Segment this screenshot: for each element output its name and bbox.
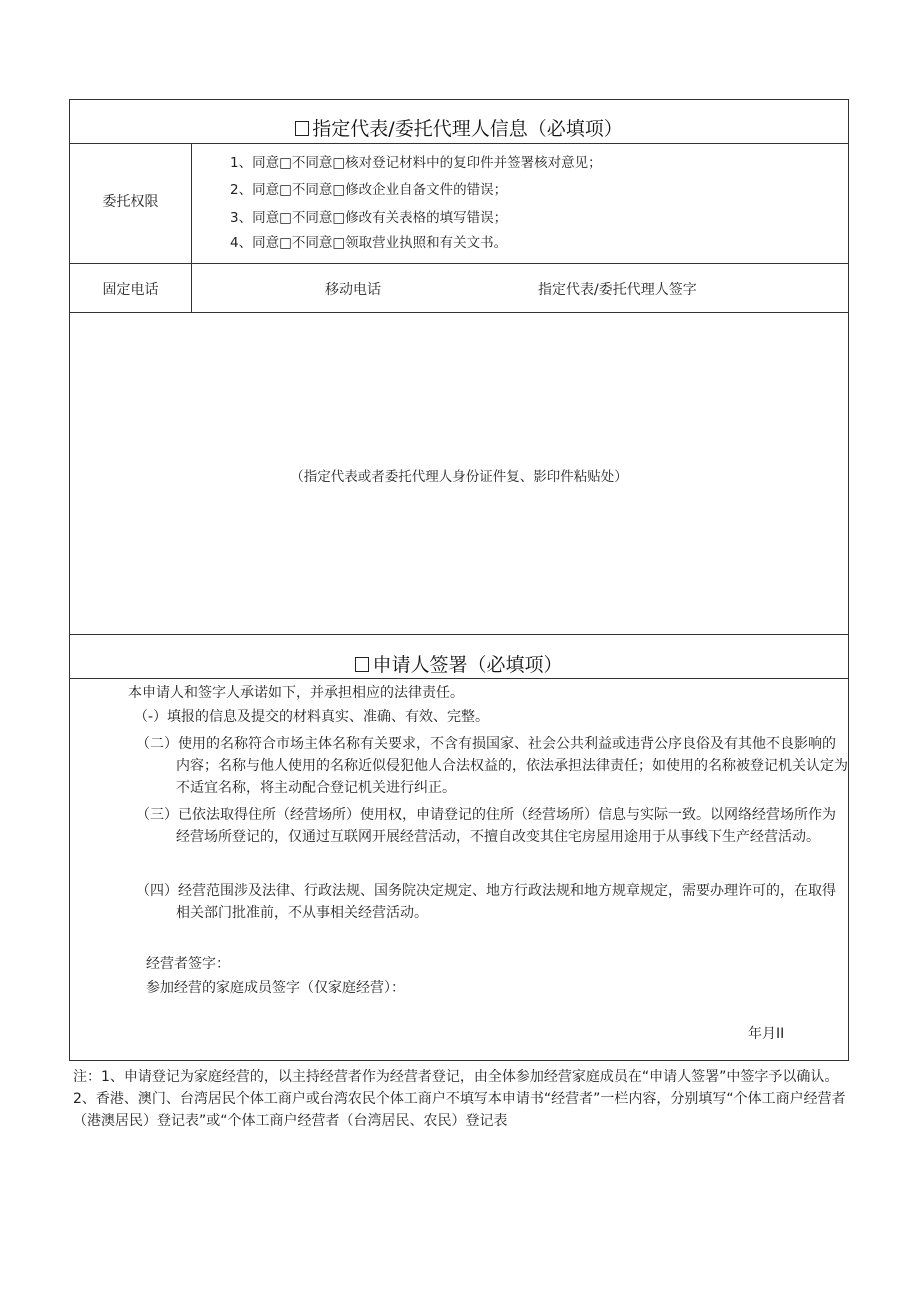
date-field: 年月II <box>748 1026 785 1042</box>
authority-label: 委托权限 <box>102 194 159 210</box>
registration-form <box>69 99 849 1061</box>
family-signature-label: 参加经营的家庭成员签字（仅家庭经营）： <box>146 980 405 996</box>
id-paste-area: （指定代表或者委托代理人身份证件复、影印件粘贴处） <box>290 469 628 485</box>
divider <box>70 634 848 635</box>
pledge-intro: 本申请人和签字人承诺如下，并承担相应的法律责任。 <box>128 685 464 701</box>
landline-label: 固定电话 <box>102 282 159 298</box>
pledge-item-2: （二）使用的名称符合市场主体名称有关要求，不含有损国家、社会公共利益或违背公序良俗及有其他不良影响的内容；名称与他人使用的名称近似侵犯他人合法权益的，依法承担法律责任；如使用的名称被登记机关认定为不适宜名称，将主动配合登记机关进行纠正。 <box>136 736 848 796</box>
divider <box>70 263 848 264</box>
pledge-item-1: （-）填报的信息及提交的材料真实、准确、有效、完整。 <box>134 709 490 725</box>
note-1: 注：1、申请登记为家庭经营的，以主持经营者作为经营者登记，由全体参加经营家庭成员在“申请人签署”中签字予以确认。 <box>73 1069 839 1085</box>
notes <box>73 1066 853 1132</box>
agent-section-title: 指定代表/委托代理人信息（必填项） <box>70 114 848 141</box>
column-divider <box>191 143 192 312</box>
divider <box>70 143 848 144</box>
divider <box>70 678 848 679</box>
signature-label: 指定代表/委托代理人签字 <box>538 282 697 298</box>
permission-item-2: 2、同意□不同意□修改企业自备文件的错误； <box>230 182 508 198</box>
pledge-item-3: （三）已依法取得住所（经营场所）使用权，申请登记的住所（经营场所）信息与实际一致。以网络经营场所作为经营场所登记的，仅通过互联网开展经营活动，不擅自改变其住宅房屋用途用于从事线下生产经营活动。 <box>136 807 836 845</box>
section-checkbox[interactable] <box>355 657 369 672</box>
note-2: 2、香港、澳门、台湾居民个体工商户或台湾农民个体工商户不填写本申请书“经营者”一栏内容，分别填写“个体工商户经营者（港澳居民）登记表”或“个体工商户经营者（台湾居民、农民）登记表 <box>73 1091 846 1129</box>
permission-item-1: 1、同意□不同意□核对登记材料中的复印件并签署核对意见； <box>230 155 602 171</box>
pledge-item-4: （四）经营范围涉及法律、行政法规、国务院决定规定、地方行政法规和地方规章规定，需要办理许可的，在取得相关部门批准前，不从事相关经营活动。 <box>136 883 836 921</box>
divider <box>70 312 848 313</box>
permission-item-4: 4、同意□不同意□领取营业执照和有关文书。 <box>230 235 508 251</box>
section-checkbox[interactable] <box>295 121 309 136</box>
permission-item-3: 3、同意□不同意□修改有关表格的填写错误； <box>230 210 508 226</box>
operator-signature-label: 经营者签字： <box>146 956 230 972</box>
applicant-section-title: 申请人签署（必填项） <box>70 650 848 677</box>
mobile-label: 移动电话 <box>325 282 381 298</box>
